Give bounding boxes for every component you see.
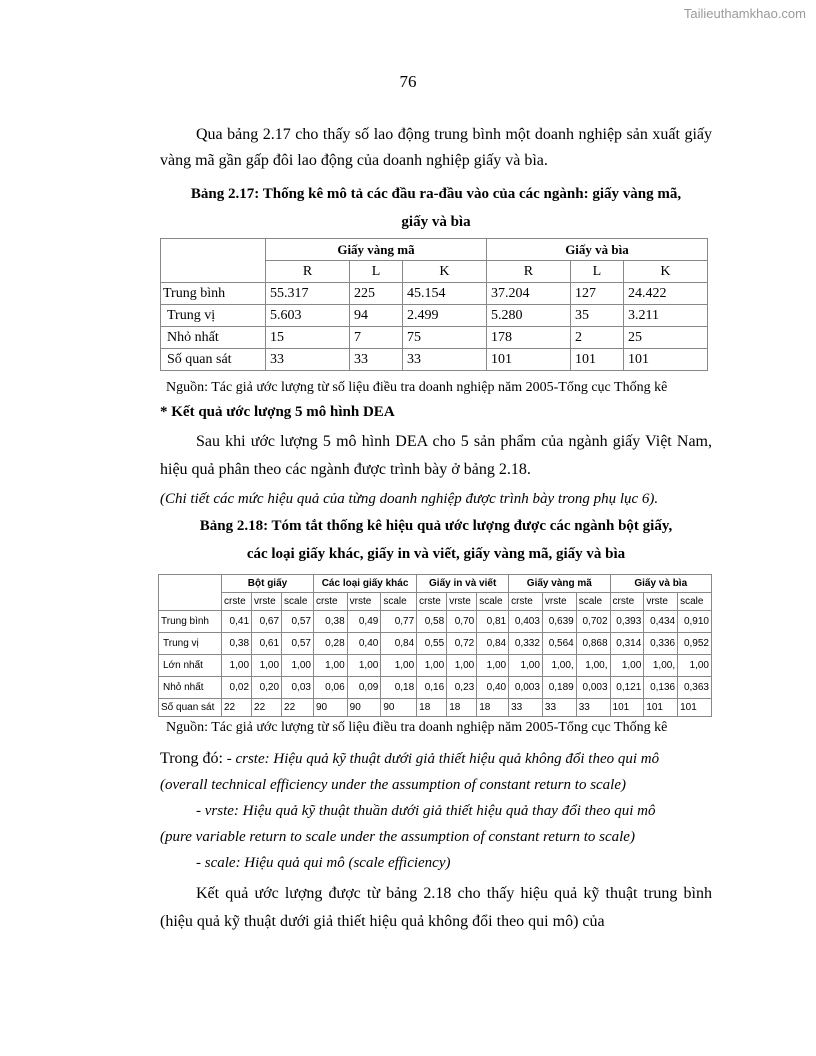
- caption-line: Bảng 2.18: Tóm tắt thống kê hiệu quả ước lượng được các ngành bột giấy,: [199, 518, 673, 534]
- cell: 0,77: [381, 611, 417, 633]
- row-label: Trung vị: [159, 633, 222, 655]
- cell: 90: [313, 699, 347, 717]
- cell: 0,003: [576, 677, 610, 699]
- cell: 0,70: [447, 611, 477, 633]
- row-label: Trung vị: [161, 305, 266, 327]
- cell: 1,00,: [644, 655, 678, 677]
- cell: 1,00: [610, 655, 644, 677]
- cell: 0,57: [282, 633, 314, 655]
- cell: 178: [486, 327, 570, 349]
- cell: 55.317: [266, 283, 350, 305]
- column-header: K: [403, 261, 487, 283]
- row-label: Nhỏ nhất: [161, 327, 266, 349]
- cell: 0,61: [252, 633, 282, 655]
- cell: 45.154: [403, 283, 487, 305]
- cell: 0,639: [542, 611, 576, 633]
- cell: 5.280: [486, 305, 570, 327]
- cell: 0,57: [282, 611, 314, 633]
- cell: 33: [403, 349, 487, 371]
- table-row: [159, 677, 712, 699]
- cell: 18: [477, 699, 509, 717]
- table-row: [159, 655, 712, 677]
- cell: 0,28: [313, 633, 347, 655]
- cell: 0,910: [678, 611, 712, 633]
- cell: 33: [349, 349, 402, 371]
- note-vrste: - vrste: Hiệu quả kỹ thuật thuần dưới giả thiết hiệu quả thay đổi theo qui mô: [196, 803, 656, 819]
- row-label: Nhỏ nhất: [159, 677, 222, 699]
- column-header: vrste: [447, 593, 477, 611]
- cell: 2: [570, 327, 623, 349]
- paragraph-3: (Chi tiết các mức hiệu quả của từng doanh nghiệp được trình bày trong phụ lục 6).: [160, 491, 659, 507]
- note-crste-en: (overall technical efficiency under the assumption of constant return to scale): [160, 777, 627, 793]
- cell: 25: [623, 327, 707, 349]
- cell: 0,332: [509, 633, 543, 655]
- column-header: L: [570, 261, 623, 283]
- cell: 225: [349, 283, 402, 305]
- cell: 0,189: [542, 677, 576, 699]
- table-row: [161, 349, 708, 371]
- column-header: scale: [576, 593, 610, 611]
- cell: 0,16: [417, 677, 447, 699]
- column-header: crste: [313, 593, 347, 611]
- cell: 24.422: [623, 283, 707, 305]
- cell: 1,00: [477, 655, 509, 677]
- cell: 37.204: [486, 283, 570, 305]
- cell: 0,40: [477, 677, 509, 699]
- note-intro: Trong đó:: [160, 750, 223, 767]
- cell: 0,23: [447, 677, 477, 699]
- cell: 101: [623, 349, 707, 371]
- table-row: [161, 283, 708, 305]
- cell: 0,06: [313, 677, 347, 699]
- cell: 33: [576, 699, 610, 717]
- page-number: 76: [399, 72, 417, 91]
- cell: 101: [570, 349, 623, 371]
- table-row: [159, 611, 712, 633]
- column-header: R: [486, 261, 570, 283]
- table-2-18-source: Nguồn: Tác giả ước lượng từ số liệu điều tra doanh nghiệp năm 2005-Tổng cục Thống kê: [166, 720, 668, 735]
- table-corner: [161, 239, 266, 283]
- group-header: Giấy in và viết: [417, 575, 509, 593]
- column-header: scale: [282, 593, 314, 611]
- table-row: [161, 305, 708, 327]
- table-corner: [159, 575, 222, 611]
- group-header: Giấy và bìa: [486, 239, 707, 261]
- column-header: vrste: [347, 593, 381, 611]
- cell: 0,81: [477, 611, 509, 633]
- cell: 1,00: [222, 655, 252, 677]
- table-row: [159, 633, 712, 655]
- column-header: L: [349, 261, 402, 283]
- column-header: vrste: [542, 593, 576, 611]
- cell: 33: [266, 349, 350, 371]
- column-header: K: [623, 261, 707, 283]
- cell: 0,84: [477, 633, 509, 655]
- cell: 0,702: [576, 611, 610, 633]
- cell: 101: [610, 699, 644, 717]
- cell: 101: [644, 699, 678, 717]
- column-header: scale: [381, 593, 417, 611]
- cell: 1,00: [509, 655, 543, 677]
- paragraph-1: Qua bảng 2.17 cho thấy số lao động trung bình một doanh nghiệp sản xuất giấy vàng mã gần gấp đôi lao động của doanh nghiệp giấy và bìa.: [160, 126, 712, 169]
- cell: 22: [252, 699, 282, 717]
- cell: 90: [347, 699, 381, 717]
- table-row: [161, 327, 708, 349]
- cell: 0,03: [282, 677, 314, 699]
- row-label: Số quan sát: [159, 699, 222, 717]
- row-label: Số quan sát: [161, 349, 266, 371]
- column-header: crste: [610, 593, 644, 611]
- cell: 3.211: [623, 305, 707, 327]
- cell: 15: [266, 327, 350, 349]
- cell: 0,363: [678, 677, 712, 699]
- row-label: Trung bình: [159, 611, 222, 633]
- cell: 22: [282, 699, 314, 717]
- notes-block: [160, 746, 712, 876]
- cell: 0,952: [678, 633, 712, 655]
- column-header: R: [266, 261, 350, 283]
- caption-line: Bảng 2.17: Thống kê mô tả các đầu ra-đầu vào của các ngành: giấy vàng mã,: [190, 186, 682, 202]
- watermark: Tailieuthamkhao.com: [683, 6, 806, 21]
- group-header: Giấy vàng mã: [509, 575, 610, 593]
- cell: 0,41: [222, 611, 252, 633]
- cell: 1,00,: [576, 655, 610, 677]
- column-header: scale: [477, 593, 509, 611]
- table-2-17: [160, 238, 708, 371]
- cell: 75: [403, 327, 487, 349]
- caption-line: giấy và bìa: [401, 214, 471, 230]
- cell: 0,393: [610, 611, 644, 633]
- cell: 0,09: [347, 677, 381, 699]
- cell: 0,121: [610, 677, 644, 699]
- caption-line: các loại giấy khác, giấy in và viết, giấy vàng mã, giấy và bìa: [246, 546, 626, 562]
- cell: 18: [447, 699, 477, 717]
- cell: 0,67: [252, 611, 282, 633]
- cell: 5.603: [266, 305, 350, 327]
- cell: 0,18: [381, 677, 417, 699]
- group-header: Các loại giấy khác: [313, 575, 416, 593]
- cell: 33: [509, 699, 543, 717]
- table-2-17-source: Nguồn: Tác giả ước lượng từ số liệu điều tra doanh nghiệp năm 2005-Tổng cục Thống kê: [166, 380, 668, 395]
- cell: 0,868: [576, 633, 610, 655]
- cell: 0,02: [222, 677, 252, 699]
- cell: 1,00: [417, 655, 447, 677]
- cell: 33: [542, 699, 576, 717]
- cell: 0,38: [313, 611, 347, 633]
- table-2-17-caption: [160, 182, 712, 234]
- cell: 7: [349, 327, 402, 349]
- cell: 0,434: [644, 611, 678, 633]
- cell: 0,136: [644, 677, 678, 699]
- note-vrste-en: (pure variable return to scale under the assumption of constant return to scale): [160, 829, 635, 845]
- cell: 18: [417, 699, 447, 717]
- table-2-18-caption: [160, 514, 712, 566]
- cell: 1,00,: [542, 655, 576, 677]
- cell: 1,00: [447, 655, 477, 677]
- paragraph-2: Sau khi ước lượng 5 mô hình DEA cho 5 sản phẩm của ngành giấy Việt Nam, hiệu quả phân theo các ngành được trình bày ở bảng 2.18.: [160, 433, 712, 478]
- group-header: Bột giấy: [222, 575, 314, 593]
- cell: 22: [222, 699, 252, 717]
- cell: 0,003: [509, 677, 543, 699]
- cell: 1,00: [282, 655, 314, 677]
- table-2-18: [158, 574, 712, 717]
- cell: 101: [678, 699, 712, 717]
- cell: 1,00: [252, 655, 282, 677]
- cell: 0,49: [347, 611, 381, 633]
- cell: 35: [570, 305, 623, 327]
- table-row: [159, 699, 712, 717]
- cell: 0,336: [644, 633, 678, 655]
- cell: 0,72: [447, 633, 477, 655]
- cell: 127: [570, 283, 623, 305]
- note-crste: - crste: Hiệu quả kỹ thuật dưới giả thiết hiệu quả không đổi theo qui mô: [226, 751, 660, 767]
- column-header: vrste: [644, 593, 678, 611]
- column-header: crste: [222, 593, 252, 611]
- paragraph-4: Kết quả ước lượng được từ bảng 2.18 cho thấy hiệu quả kỹ thuật trung bình (hiệu quả kỹ thuật dưới giả thiết hiệu quả không đổi theo qui mô) của: [160, 885, 712, 930]
- cell: 0,40: [347, 633, 381, 655]
- row-label: Trung bình: [161, 283, 266, 305]
- cell: 1,00: [347, 655, 381, 677]
- section-heading: * Kết quả ước lượng 5 mô hình DEA: [160, 404, 395, 420]
- cell: 90: [381, 699, 417, 717]
- note-scale: - scale: Hiệu quả qui mô (scale efficiency): [196, 855, 451, 871]
- cell: 94: [349, 305, 402, 327]
- cell: 2.499: [403, 305, 487, 327]
- group-header: Giấy và bìa: [610, 575, 711, 593]
- cell: 0,403: [509, 611, 543, 633]
- cell: 1,00: [381, 655, 417, 677]
- column-header: vrste: [252, 593, 282, 611]
- cell: 0,20: [252, 677, 282, 699]
- group-header: Giấy vàng mã: [266, 239, 487, 261]
- cell: 0,84: [381, 633, 417, 655]
- cell: 1,00: [313, 655, 347, 677]
- row-label: Lớn nhất: [159, 655, 222, 677]
- column-header: crste: [509, 593, 543, 611]
- column-header: crste: [417, 593, 447, 611]
- cell: 0,564: [542, 633, 576, 655]
- cell: 0,58: [417, 611, 447, 633]
- cell: 101: [486, 349, 570, 371]
- note-line: [160, 746, 712, 772]
- cell: 0,38: [222, 633, 252, 655]
- cell: 0,55: [417, 633, 447, 655]
- cell: 1,00: [678, 655, 712, 677]
- column-header: scale: [678, 593, 712, 611]
- cell: 0,314: [610, 633, 644, 655]
